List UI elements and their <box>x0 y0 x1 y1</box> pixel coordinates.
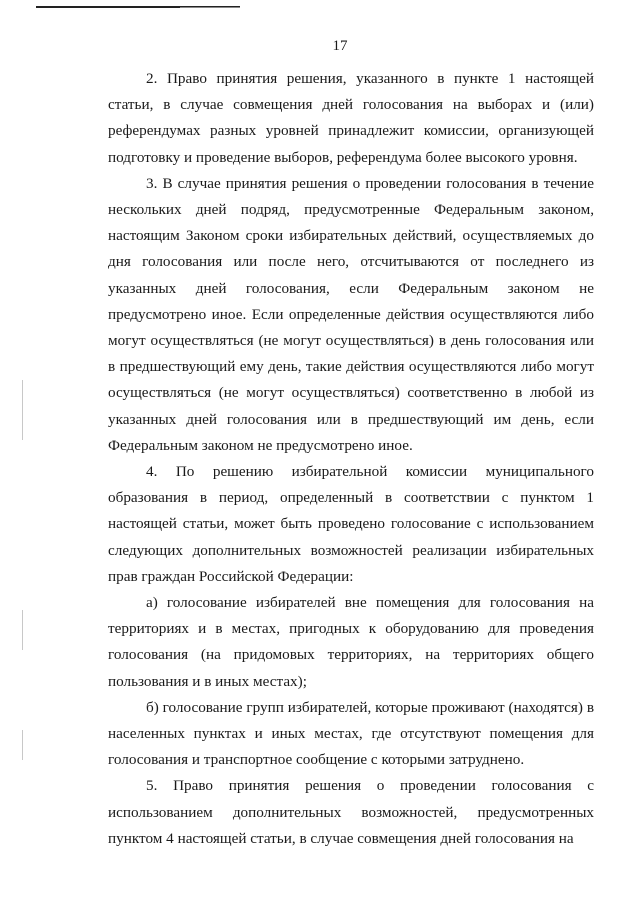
paragraph-4: 4. По решению избирательной комиссии муниципального образования в период, определенный в соответствии с пунктом 1 настоящей статьи, может быть проведено голосование с использованием следующих дополнительных возможностей реализации избирательных прав граждан Российской Федерации: <box>108 463 594 585</box>
page-number: 17 <box>332 38 348 54</box>
paragraph-4b: б) голосование групп избирателей, которые проживают (находятся) в населенных пунктах и иных местах, где отсутствуют помещения для голосования и транспортное сообщение с которыми затруднено. <box>108 698 594 769</box>
scan-margin-mark <box>22 380 23 440</box>
scan-margin-mark <box>22 730 23 760</box>
paragraph-3: 3. В случае принятия решения о проведении голосования в течение нескольких дней подряд, предусмотренные Федеральным законом, настоящим Законом сроки избирательных действий, осуществляемых до дня голосования или после него, отсчитываются от последнего из указанных дней голосования, если Федеральным законом не предусмотрено иное. Если определенные действия осуществляются либо могут осуществляться (не могут осуществляться) в день голосования или в предшествующий ему день, такие действия осуществляются либо могут осуществляться (не могут осуществляться) соответственно в любой из указанных дней голосования или в предшествующий им день, если Федеральным законом не предусмотрено иное. <box>108 174 594 454</box>
paragraph-5: 5. Право принятия решения о проведении голосования с использованием дополнительных возможностей, предусмотренных пунктом 4 настоящей статьи, в случае совмещения дней голосования на <box>108 777 594 847</box>
scan-margin-mark <box>22 610 23 650</box>
paragraph-2: 2. Право принятия решения, указанного в пункте 1 настоящей статьи, в случае совмещения дней голосования на выборах и (или) референдумах разных уровней принадлежит комиссии, организующей подготовку и проведение выборов, референдума более высокого уровня. <box>108 70 594 166</box>
document-body <box>108 66 594 852</box>
paragraph-4a: а) голосование избирателей вне помещения для голосования на территориях и в местах, пригодных к оборудованию для проведения голосования (на придомовых территориях, на территориях общего пользования и в иных местах); <box>108 594 594 690</box>
header-rule-thin <box>180 7 240 8</box>
